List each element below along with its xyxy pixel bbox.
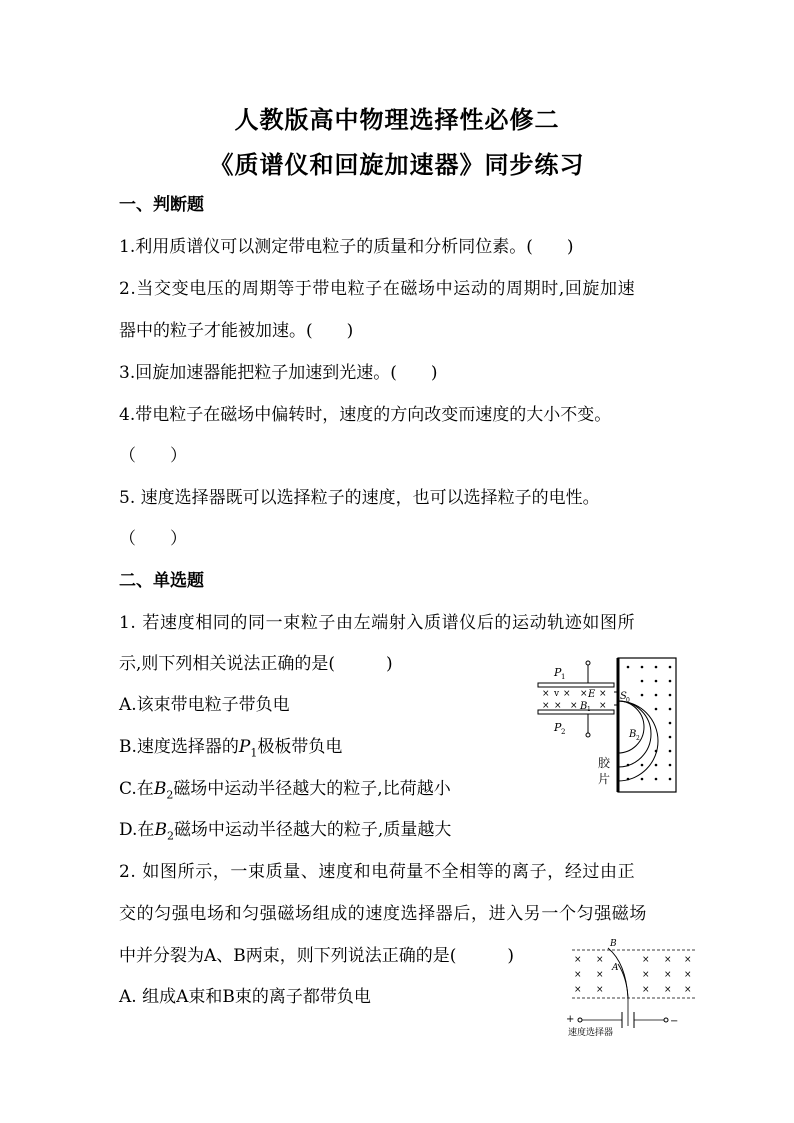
section-heading-single-choice: 二、单选题: [119, 571, 204, 591]
judgement-item-1: 1.利用质谱仪可以测定带电粒子的质量和分析同位素。( ): [119, 237, 574, 257]
svg-text:×: ×: [542, 689, 550, 699]
svg-text:×: ×: [554, 701, 562, 711]
judgement-item-4-paren: （ ）: [119, 446, 187, 466]
svg-text:×: ×: [570, 701, 578, 711]
page-title-line2: 《质谱仪和回旋加速器》同步练习: [209, 150, 585, 179]
q1-option-d-suffix: 磁场中运动半径越大的粒子,质量越大: [173, 820, 452, 840]
label-p2-sub: 2: [561, 728, 566, 736]
svg-text:×: ×: [642, 955, 650, 965]
label-e: E: [588, 689, 596, 700]
q1-option-c-suffix: 磁场中运动半径越大的粒子,比荷越小: [173, 779, 451, 799]
q2-option-a: A. 组成A束和B束的离子都带负电: [119, 987, 371, 1007]
q2-stem-line2: 交的匀强电场和匀强磁场组成的速度选择器后，进入另一个匀强磁场: [119, 904, 647, 924]
judgement-item-2-line1: 2.当交变电压的周期等于带电粒子在磁场中运动的周期时,回旋加速: [119, 279, 636, 299]
svg-text:×: ×: [684, 970, 692, 980]
svg-text:×: ×: [684, 985, 692, 995]
label-b2: B: [629, 729, 637, 740]
svg-text:v: v: [554, 689, 560, 699]
judgement-item-4: 4.带电粒子在磁场中偏转时，速度的方向改变而速度的大小不变。: [119, 405, 612, 425]
svg-text:×: ×: [596, 985, 604, 995]
q1-option-b-sub: 1: [250, 746, 258, 760]
svg-text:×: ×: [684, 955, 692, 965]
page-title-line1: 人教版高中物理选择性必修二: [234, 105, 560, 134]
beam-label-a: A: [612, 963, 619, 973]
mass-spectrometer-figure: [530, 655, 680, 797]
q2-stem-line1: 2. 如图所示，一束质量、速度和电荷量不全相等的离子，经过由正: [119, 862, 636, 882]
q1-option-c-var: B: [153, 779, 167, 799]
svg-text:×: ×: [596, 955, 604, 965]
label-film-1: 胶: [598, 756, 611, 770]
q1-stem-line1: 1. 若速度相同的同一束粒子由左端射入质谱仪后的运动轨迹如图所: [119, 613, 636, 633]
label-b1: B: [580, 701, 588, 712]
label-p2: P: [554, 721, 562, 734]
label-p1: P: [554, 666, 562, 679]
label-p1-sub: 1: [561, 673, 566, 681]
judgement-item-5-paren: （ ）: [119, 529, 187, 549]
label-s0-sub: 0: [626, 697, 630, 704]
q1-option-c-prefix: C.在: [119, 779, 154, 799]
minus-terminal: −: [670, 1016, 679, 1027]
section-heading-judgement: 一、判断题: [119, 195, 204, 215]
velocity-selector-caption: 速度选择器: [568, 1028, 614, 1038]
judgement-item-2-line2: 器中的粒子才能被加速。( ): [119, 321, 354, 341]
q1-option-d-sub: 2: [166, 829, 174, 843]
label-s0: S: [620, 691, 627, 702]
svg-text:×: ×: [599, 689, 607, 699]
q1-option-d-prefix: D.在: [119, 820, 155, 840]
q1-option-c: [119, 774, 451, 801]
q1-option-a: A.该束带电粒子带负电: [119, 695, 290, 715]
svg-text:×: ×: [599, 701, 607, 711]
label-b2-sub: 2: [636, 735, 640, 742]
svg-text:×: ×: [642, 985, 650, 995]
svg-text:×: ×: [580, 689, 588, 699]
svg-text:×: ×: [596, 970, 604, 980]
plus-terminal: +: [566, 1014, 575, 1025]
svg-text:×: ×: [642, 970, 650, 980]
svg-text:×: ×: [574, 955, 582, 965]
q1-option-b-var: P: [238, 737, 251, 757]
svg-text:×: ×: [664, 955, 672, 965]
q1-option-d: [119, 815, 451, 842]
svg-text:×: ×: [563, 689, 571, 699]
q1-option-d-var: B: [154, 820, 167, 840]
q2-stem-line3: 中并分裂为A、B两束，则下列说法正确的是( ): [119, 946, 515, 966]
beam-label-b: B: [610, 939, 617, 949]
svg-text:×: ×: [574, 970, 582, 980]
q1-option-b-suffix: 极板带负电: [257, 737, 343, 757]
velocity-selector-figure: [560, 938, 700, 1038]
svg-text:×: ×: [664, 970, 672, 980]
q1-option-b: [119, 732, 342, 759]
svg-text:×: ×: [542, 701, 550, 711]
svg-text:×: ×: [664, 985, 672, 995]
judgement-item-5: 5. 速度选择器既可以选择粒子的速度，也可以选择粒子的电性。: [119, 488, 600, 508]
q1-option-b-prefix: B.速度选择器的: [119, 737, 239, 757]
label-b1-sub: 1: [587, 706, 591, 713]
magnetic-field-crosses: [574, 955, 692, 995]
q1-stem-line2: 示,则下列相关说法正确的是( ): [119, 654, 393, 674]
svg-text:×: ×: [574, 985, 582, 995]
judgement-item-3: 3.回旋加速器能把粒子加速到光速。( ): [119, 363, 438, 383]
q1-option-c-sub: 2: [166, 788, 174, 802]
label-film-2: 片: [598, 772, 611, 786]
